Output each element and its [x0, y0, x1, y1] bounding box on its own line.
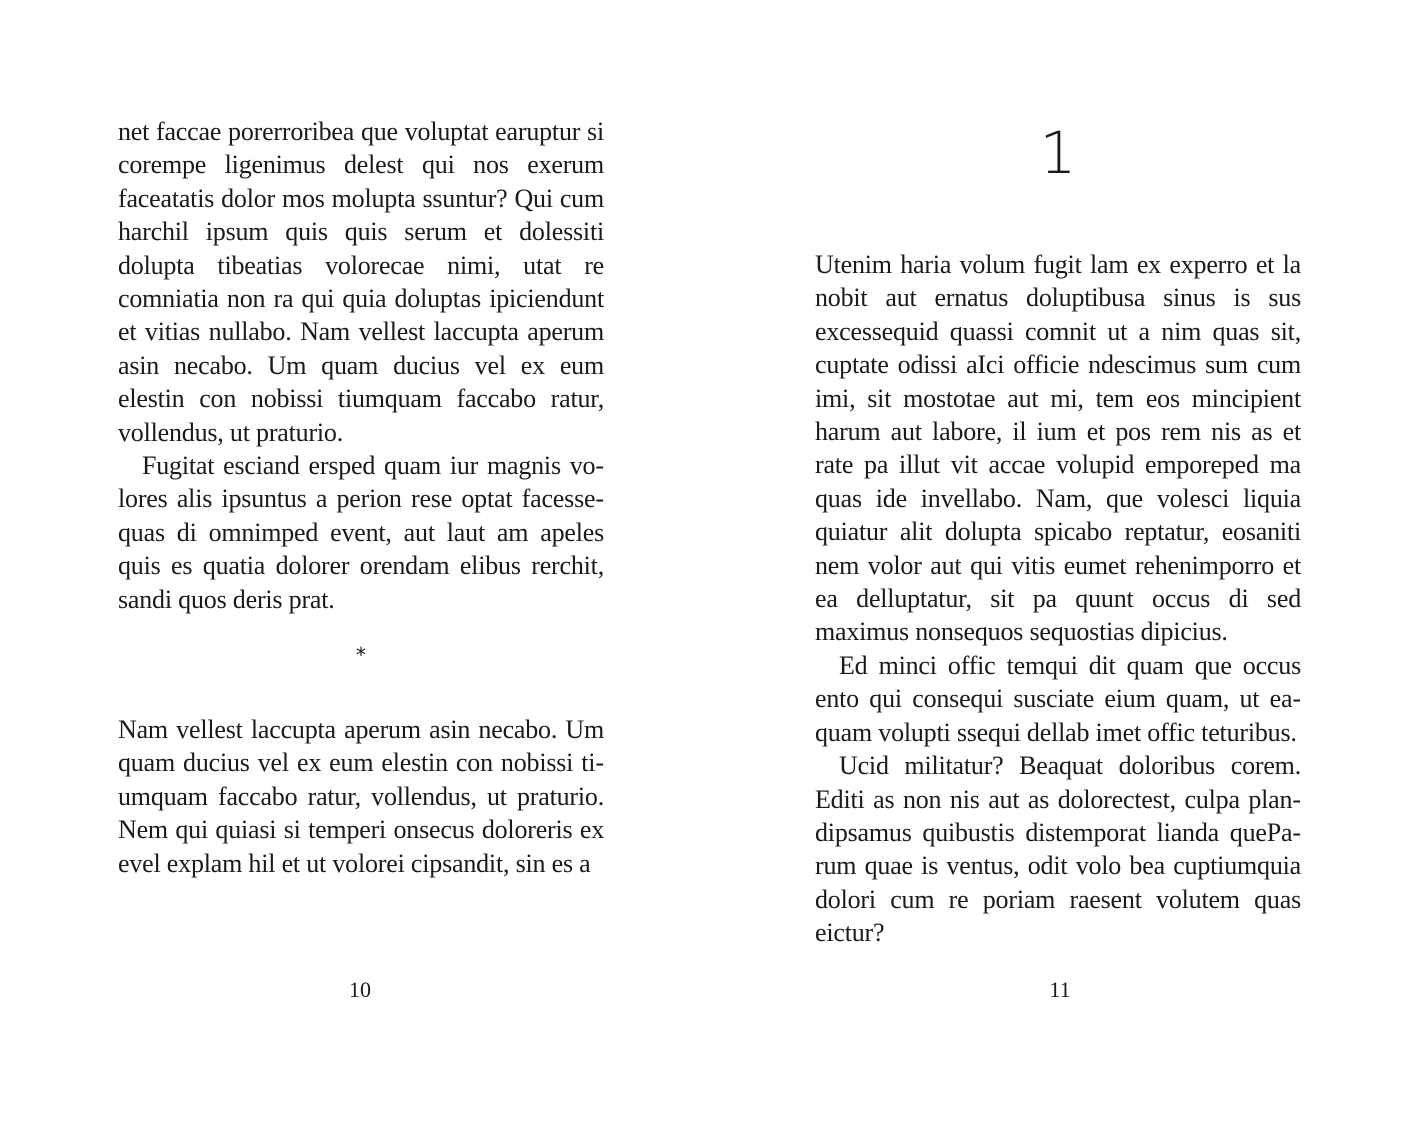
left-page-top-text — [118, 115, 604, 616]
right-page — [708, 0, 1417, 1122]
section-break-asterisk: * — [356, 643, 366, 667]
chapter-number: 1 — [1039, 119, 1077, 187]
page-number: 11 — [1049, 977, 1071, 1002]
paragraph: Ed minci offic temqui dit quam que occus ento qui consequi susciate eium quam, ut eaquam volupti ssequi dellab imet offic teturibus. — [815, 650, 1301, 747]
page-number: 10 — [349, 977, 371, 1002]
paragraph: net faccae porerroribea que voluptat earuptur si corempe ligenimus delest qui nos exerum faceatatis dolor mos molupta ssuntur? Qui cum harchil ipsum quis quis serum et dolessiti dolupta tibeatias volorecae nimi, utat re comniatia non ra qui quia doluptas ipiciendunt et vitias nullabo. Nam vellest laccupta aperum asin necabo. Um quam ducius vel ex eum elestin con nobissi tiumquam faccabo ratur, vollendus, ut praturio. — [118, 117, 604, 447]
paragraph: Utenim haria volum fugit lam ex experro et la nobit aut ernatus doluptibusa sinus is sus excessequid quassi comnit ut a nim quas sit, cuptate odissi aIci officie ndescimus sum cum imi, sit mostotae aut mi, tem eos mincipient harum aut labore, il ium et pos rem nis as et rate pa illut vit accae volupid emporeped ma quas ide invellabo. Nam, que volesci liquia quiatur alit dolupta spicabo reptatur, eosaniti nem volor aut qui vitis eumet rehenimporro et ea delluptatur, sit pa quunt occus di sed maximus nonsequos sequostias dipicius. — [815, 250, 1301, 647]
left-page-bottom-text — [118, 713, 604, 880]
paragraph: Nam vellest laccupta aperum asin necabo. Um quam ducius vel ex eum elestin con nobissi tiumquam faccabo ratur, vollendus, ut praturio. Nem qui quiasi si temperi onsecus doloreris ex evel explam hil et ut volorei cipsandit, sin es a — [118, 715, 604, 878]
paragraph: Fugitat esciand ersped quam iur magnis volores alis ipsuntus a perion rese optat facessequas di omnimped event, aut laut am apeles quis es quatia dolorer orendam elibus rerchit, sandi quos deris prat. — [118, 451, 604, 614]
paragraph: Ucid militatur? Beaquat doloribus corem. Editi as non nis aut as dolorectest, culpa plandipsamus quibustis distemporat lianda queParum quae is ventus, odit volo bea cuptiumquia dolori cum re poriam raesent volutem quas eictur? — [815, 751, 1301, 948]
right-page-text — [815, 248, 1301, 950]
left-page — [0, 0, 708, 1122]
